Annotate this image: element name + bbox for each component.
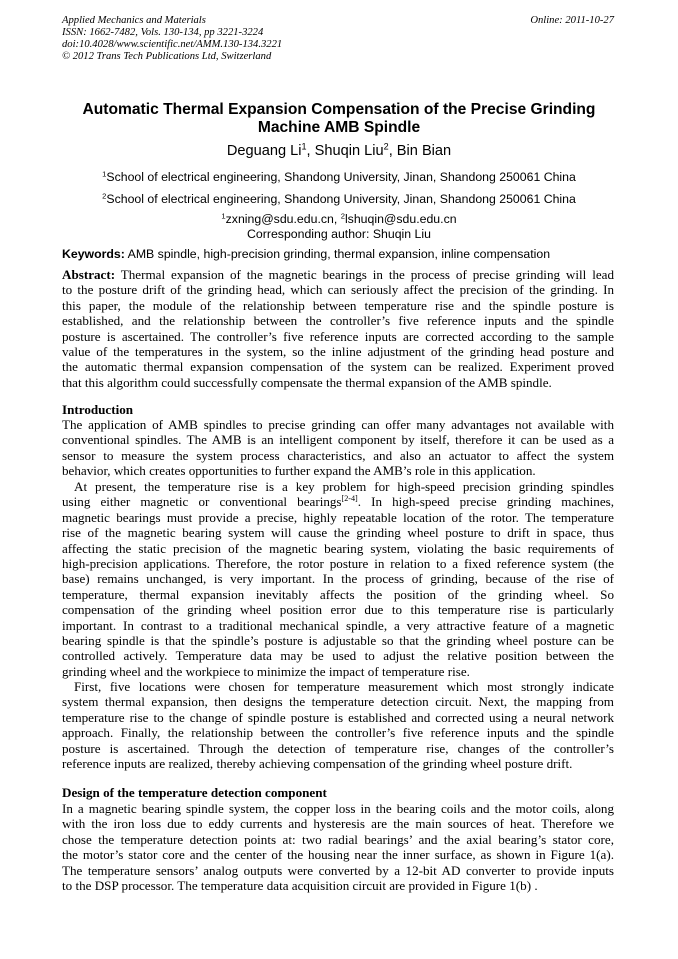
section-heading-design: Design of the temperature detection component	[62, 785, 327, 800]
author-name: Bin Bian	[396, 143, 452, 159]
keywords	[62, 247, 622, 261]
paragraph-line: sensor to measure the system process characteristics, and also an actuator to affect the system	[62, 447, 614, 463]
paragraph-line: temperature rise to the change of spindle posture is established and corrected using a neural network	[62, 709, 614, 725]
author-separator: ,	[306, 143, 315, 159]
paragraph-line: to the DSP processor. The temperature data acquisition circuit are provided in Figure 1(b) .	[62, 877, 538, 893]
author-affiliation-marker: 1	[301, 141, 307, 152]
abstract-line: value of the temperatures in the system, so the inline adjustment of the grinding head posture and	[62, 343, 614, 359]
abstract-label: Abstract:	[62, 267, 116, 282]
author-name: Deguang Li	[226, 143, 302, 159]
paragraph-line: approach. Finally, the relationship between the controller’s five reference inputs and the spindle	[62, 725, 614, 741]
paragraph-line: the motor’s stator core and the center of the housing near the inner surface, as shown in Figure 1(a).	[62, 847, 614, 863]
affiliation-text: School of electrical engineering, Shandong University, Jinan, Shandong 250061 China	[106, 170, 576, 184]
journal-doi: doi:10.4028/www.scientific.net/AMM.130-134.3221	[62, 39, 283, 50]
intro-paragraph-1	[62, 417, 614, 479]
paragraph-line: important. In contrast to a traditional mechanical spindle, a very attractive feature of a magnetic	[62, 617, 614, 633]
abstract-line: to the posture drift of the grinding head, which can seriously affect the precision of the grinding. In	[62, 282, 614, 298]
affiliation-marker: 2	[102, 191, 107, 201]
abstract-line: that this algorithm could successfully compensate the thermal expansion of the AMB spindle.	[62, 374, 552, 390]
author-separator: ,	[388, 143, 397, 159]
paragraph-line: chose the temperature detection points at: two radial bearings’ and the axial bearing’s stator core,	[62, 831, 614, 847]
author-list	[40, 142, 638, 160]
paragraph-line: rise of the magnetic bearing system will cause the grinding wheel posture to drift in space, thus	[62, 525, 614, 541]
online-date: Online: 2011-10-27	[530, 15, 614, 26]
abstract-line: Abstract: Thermal expansion of the magnetic bearings in the process of precise grinding will lead	[62, 267, 614, 282]
intro-paragraph-2	[62, 479, 614, 679]
email-link[interactable]: lshuqin@sdu.edu.cn	[344, 212, 457, 226]
paragraph-line: At present, the temperature rise is a key problem for high-speed precision grinding spindles	[74, 479, 614, 494]
paragraph-line: The temperature sensors’ analog outputs were converted by a 12-bit AD converter to provide inputs	[62, 862, 614, 878]
email-link[interactable]: zxning@sdu.edu.cn	[225, 212, 334, 226]
paragraph-line: In a magnetic bearing spindle system, the copper loss in the bearing coils and the motor coils, along	[62, 801, 614, 816]
paragraph-line: magnetic bearings must provide a precise, highly repeatable location of the rotor. The temperature	[62, 509, 614, 525]
author-name: Shuqin Liu	[314, 143, 384, 159]
affiliation-text: School of electrical engineering, Shandong University, Jinan, Shandong 250061 China	[106, 192, 576, 206]
email-line	[40, 212, 638, 226]
paragraph-line: system thermal expansion, then designs the temperature detection circuit. Next, the mapping from	[62, 694, 614, 710]
paragraph-line: using either magnetic or conventional bearings[2-4]. In high-speed precise grinding machines,	[62, 494, 615, 510]
paragraph-line: grinding wheel and the workpiece to minimize the impact of temperature rise.	[62, 663, 470, 679]
paragraph-line: affecting the static precision of the magnetic bearing system, violating the basic requirements of	[62, 540, 614, 556]
journal-header	[62, 15, 614, 63]
paragraph-line: bearing spindle is that the spindle’s posture is adjustable so that the grinding wheel posture can be	[62, 632, 614, 648]
abstract-line: posture is ascertained. The controller’s five reference inputs are corrected according to the sample	[62, 328, 614, 344]
journal-issn: ISSN: 1662-7482, Vols. 130-134, pp 3221-3224	[62, 27, 264, 38]
affiliation-marker: 1	[102, 169, 107, 179]
journal-copyright: © 2012 Trans Tech Publications Ltd, Switzerland	[62, 51, 272, 62]
paragraph-line: First, five locations were chosen for temperature measurement which most strongly indicate	[74, 679, 614, 694]
paragraph-line: posture is ascertained. Through the detection of temperature rise, changes of the controller’s	[62, 740, 614, 756]
abstract	[62, 267, 614, 390]
paragraph-line: conventional spindles. The AMB is an intelligent component by itself, therefore it can be used as a	[62, 432, 614, 448]
intro-paragraph-3	[62, 679, 614, 771]
email-marker: 2	[340, 211, 345, 221]
journal-name: Applied Mechanics and Materials	[62, 15, 206, 26]
abstract-line: the automatic thermal expansion compensation of the system can be realized. Experiment proved	[62, 359, 614, 375]
abstract-line: established, and the relationship between the controller’s five reference inputs and the spindle	[62, 313, 614, 329]
paragraph-line: The application of AMB spindles to precise grinding can offer many advantages not available with	[62, 417, 614, 432]
paragraph-line: behavior, which creates opportunities to further expand the AMB’s role in this application.	[62, 463, 536, 479]
design-paragraph-1	[62, 801, 614, 893]
email-marker: 1	[221, 211, 226, 221]
author-affiliation-marker: 2	[383, 141, 389, 152]
paragraph-line: compensation of the grinding wheel position error due to this temperature rise is particularly	[62, 602, 614, 618]
paragraph-line: base) remains unchanged, is very important. In the process of grinding, because of the rise of	[62, 571, 614, 587]
paragraph-line: high-precision applications. Therefore, the rotor posture in relation to a fixed reference system (the	[62, 555, 614, 571]
citation[interactable]: [2-4]	[341, 494, 358, 504]
corresponding-author: Corresponding author: Shuqin Liu	[247, 227, 431, 241]
keywords-label: Keywords:	[62, 247, 125, 261]
title-line-1: Automatic Thermal Expansion Compensation of the Precise Grinding	[82, 101, 596, 118]
paper-title	[40, 101, 638, 137]
paragraph-line: with the iron loss due to eddy currents and hysteresis are the main sources of heat. Therefore we	[62, 816, 614, 832]
email-separator: ,	[333, 212, 341, 226]
paragraph-line: temperature, thermal expansion inevitably affects the position of the grinding wheel. So	[62, 586, 614, 602]
title-line-2: Machine AMB Spindle	[257, 119, 421, 136]
abstract-line: this paper, the module of the relationship between temperature rise and the spindle posture is	[62, 297, 614, 313]
affiliation-1	[40, 170, 638, 184]
affiliation-2	[40, 192, 638, 206]
section-heading-introduction: Introduction	[62, 402, 134, 417]
keywords-text: AMB spindle, high-precision grinding, thermal expansion, inline compensation	[124, 247, 551, 261]
paragraph-line: controlled actively. Temperature data may be used to adjust the relative position between the	[62, 648, 614, 664]
paragraph-line: reference inputs are realized, thereby achieving compensation of the grinding wheel posture drift.	[62, 755, 573, 771]
